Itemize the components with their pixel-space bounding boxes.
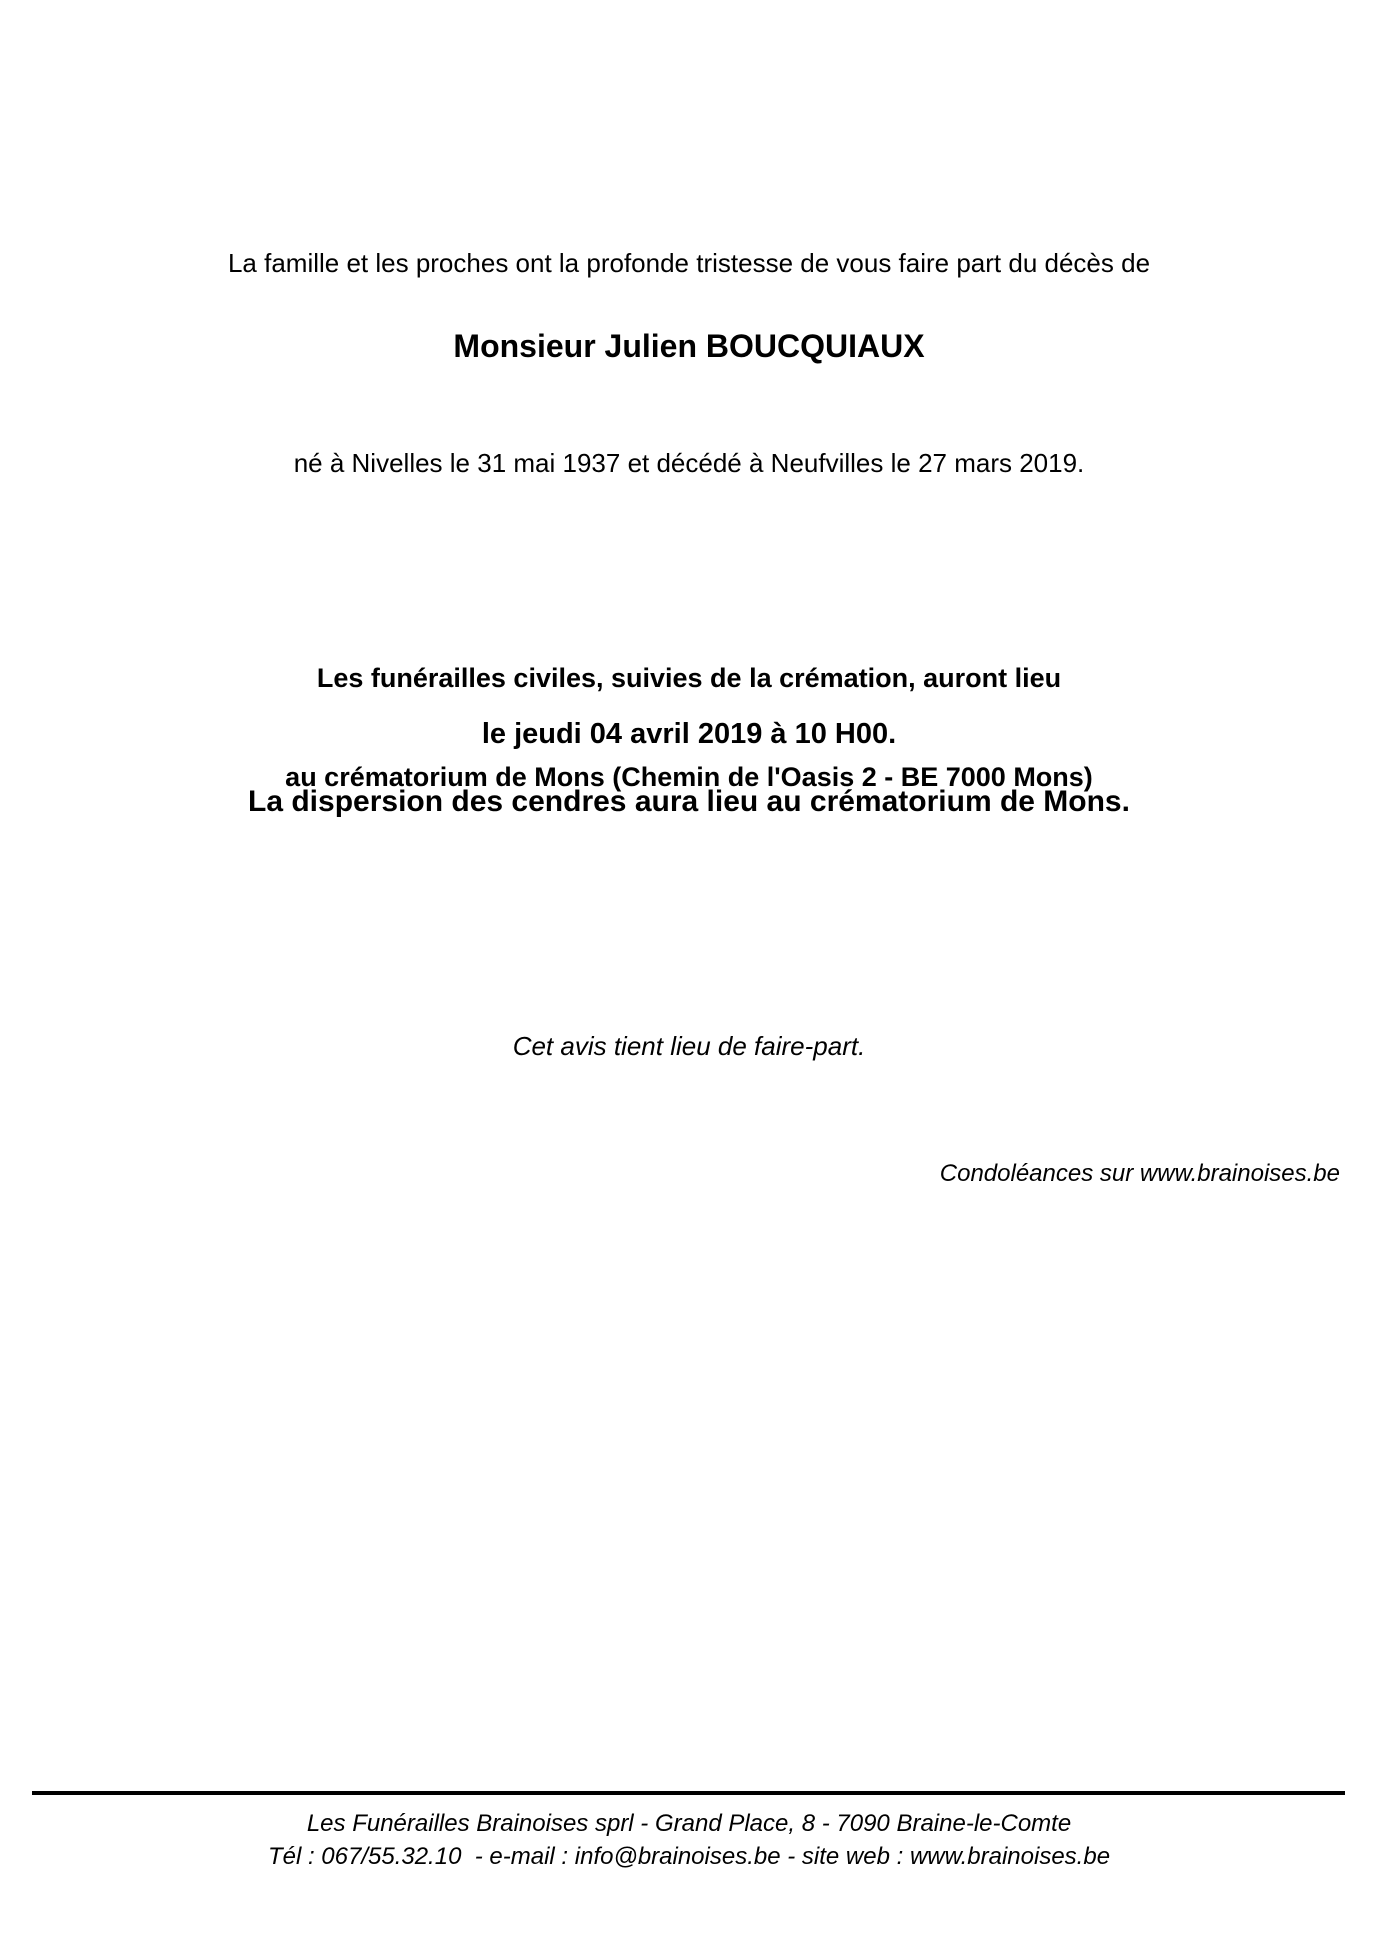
footer-company-line: Les Funérailles Brainoises sprl - Grand Place, 8 - 7090 Braine-le-Comte	[306, 1810, 1072, 1837]
deceased-name: Monsieur Julien BOUCQUIAUX	[453, 328, 925, 364]
ceremony-datetime: le jeudi 04 avril 2019 à 10 H00.	[481, 718, 897, 750]
notice-line: Cet avis tient lieu de faire-part.	[512, 1031, 866, 1061]
ceremony-line-2: au crématorium de Mons (Chemin de l'Oasis 2 - BE 7000 Mons)	[285, 762, 1093, 792]
intro-line: La famille et les proches ont la profonde tristesse de vous faire part du décès de	[227, 248, 1151, 278]
ashes-dispersion-line: La dispersion des cendres aura lieu au crématorium de Mons.	[248, 785, 1130, 818]
condolences-line: Condoléances sur www.brainoises.be	[939, 1160, 1340, 1187]
footer-contact-line: Tél : 067/55.32.10 - e-mail : info@brainoises.be - site web : www.brainoises.be	[267, 1843, 1111, 1870]
footer-divider	[32, 1791, 1345, 1795]
birth-death-line: né à Nivelles le 31 mai 1937 et décédé à Neufvilles le 27 mars 2019.	[293, 448, 1085, 478]
ceremony-line-1: Les funérailles civiles, suivies de la crémation, auront lieu	[316, 663, 1062, 693]
